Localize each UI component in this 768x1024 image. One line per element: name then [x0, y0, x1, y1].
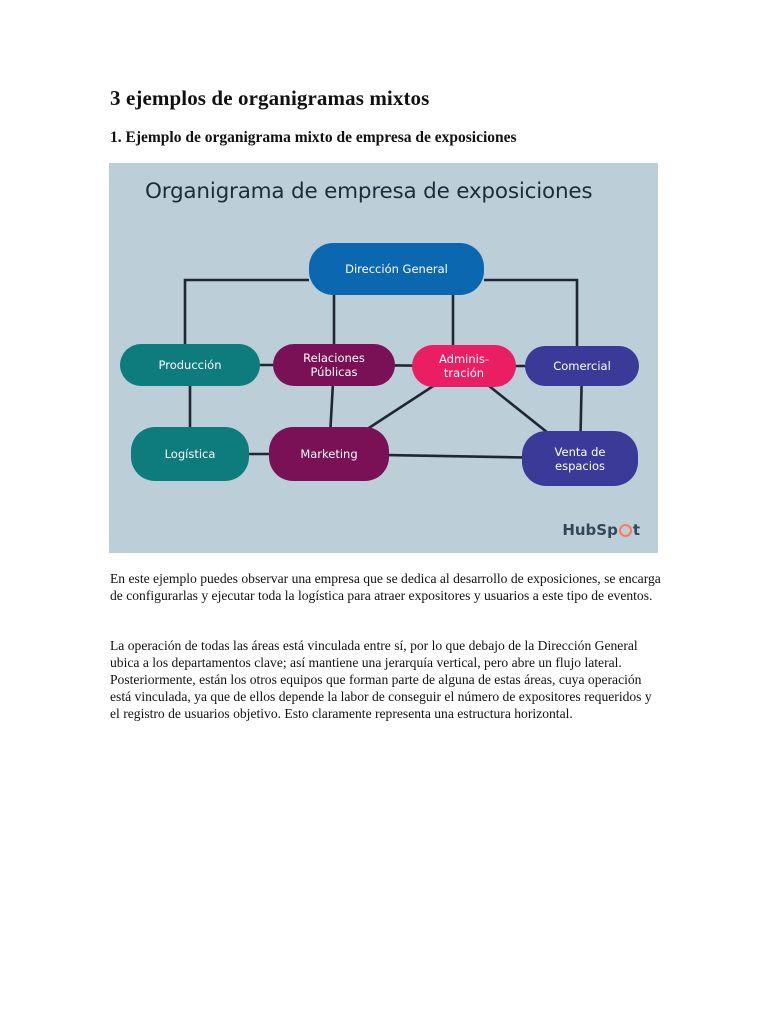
hubspot-logo	[562, 521, 640, 539]
node-direccion-general: Dirección General	[309, 243, 484, 295]
hubspot-logo-text-right: t	[632, 521, 640, 539]
paragraph-1: En este ejemplo puedes observar una empresa que se dedica al desarrollo de exposiciones, se encarga de configurarlas y ejecutar toda la logística para atraer expositores y usuarios a este tipo de eventos.	[110, 571, 661, 603]
org-chart-figure	[109, 163, 658, 553]
node-marketing: Marketing	[269, 427, 389, 481]
document-subheading: 1. Ejemplo de organigrama mixto de empresa de exposiciones	[110, 129, 517, 146]
hubspot-sprocket-icon	[619, 524, 632, 537]
paragraph-2: La operación de todas las áreas está vinculada entre sí, por lo que debajo de la Dirección General ubica a los departamentos clave; así mantiene una jerarquía vertical, pero abre un flujo lateral. Posteriormente, están los otros equipos que forman parte de alguna de estas áreas, cuya operación está vinculada, ya que de ellos depende la labor de conseguir el número de expositores requeridos y el registro de usuarios objetivo. Esto claramente representa una estructura horizontal.	[110, 638, 652, 721]
connector-direccion-comercial	[484, 280, 577, 346]
node-relaciones-publicas: Relaciones Públicas	[273, 344, 395, 386]
org-chart-title: Organigrama de empresa de exposiciones	[145, 179, 593, 204]
node-logistica: Logística	[131, 427, 249, 481]
node-comercial: Comercial	[525, 346, 639, 386]
node-venta-de-espacios: Venta de espacios	[522, 431, 638, 486]
document-heading: 3 ejemplos de organigramas mixtos	[110, 86, 430, 110]
hubspot-logo-text-left: HubSp	[562, 521, 618, 539]
connector-direccion-produccion	[185, 280, 309, 344]
node-produccion: Producción	[120, 344, 260, 386]
node-administracion: Adminis- tración	[412, 345, 516, 387]
